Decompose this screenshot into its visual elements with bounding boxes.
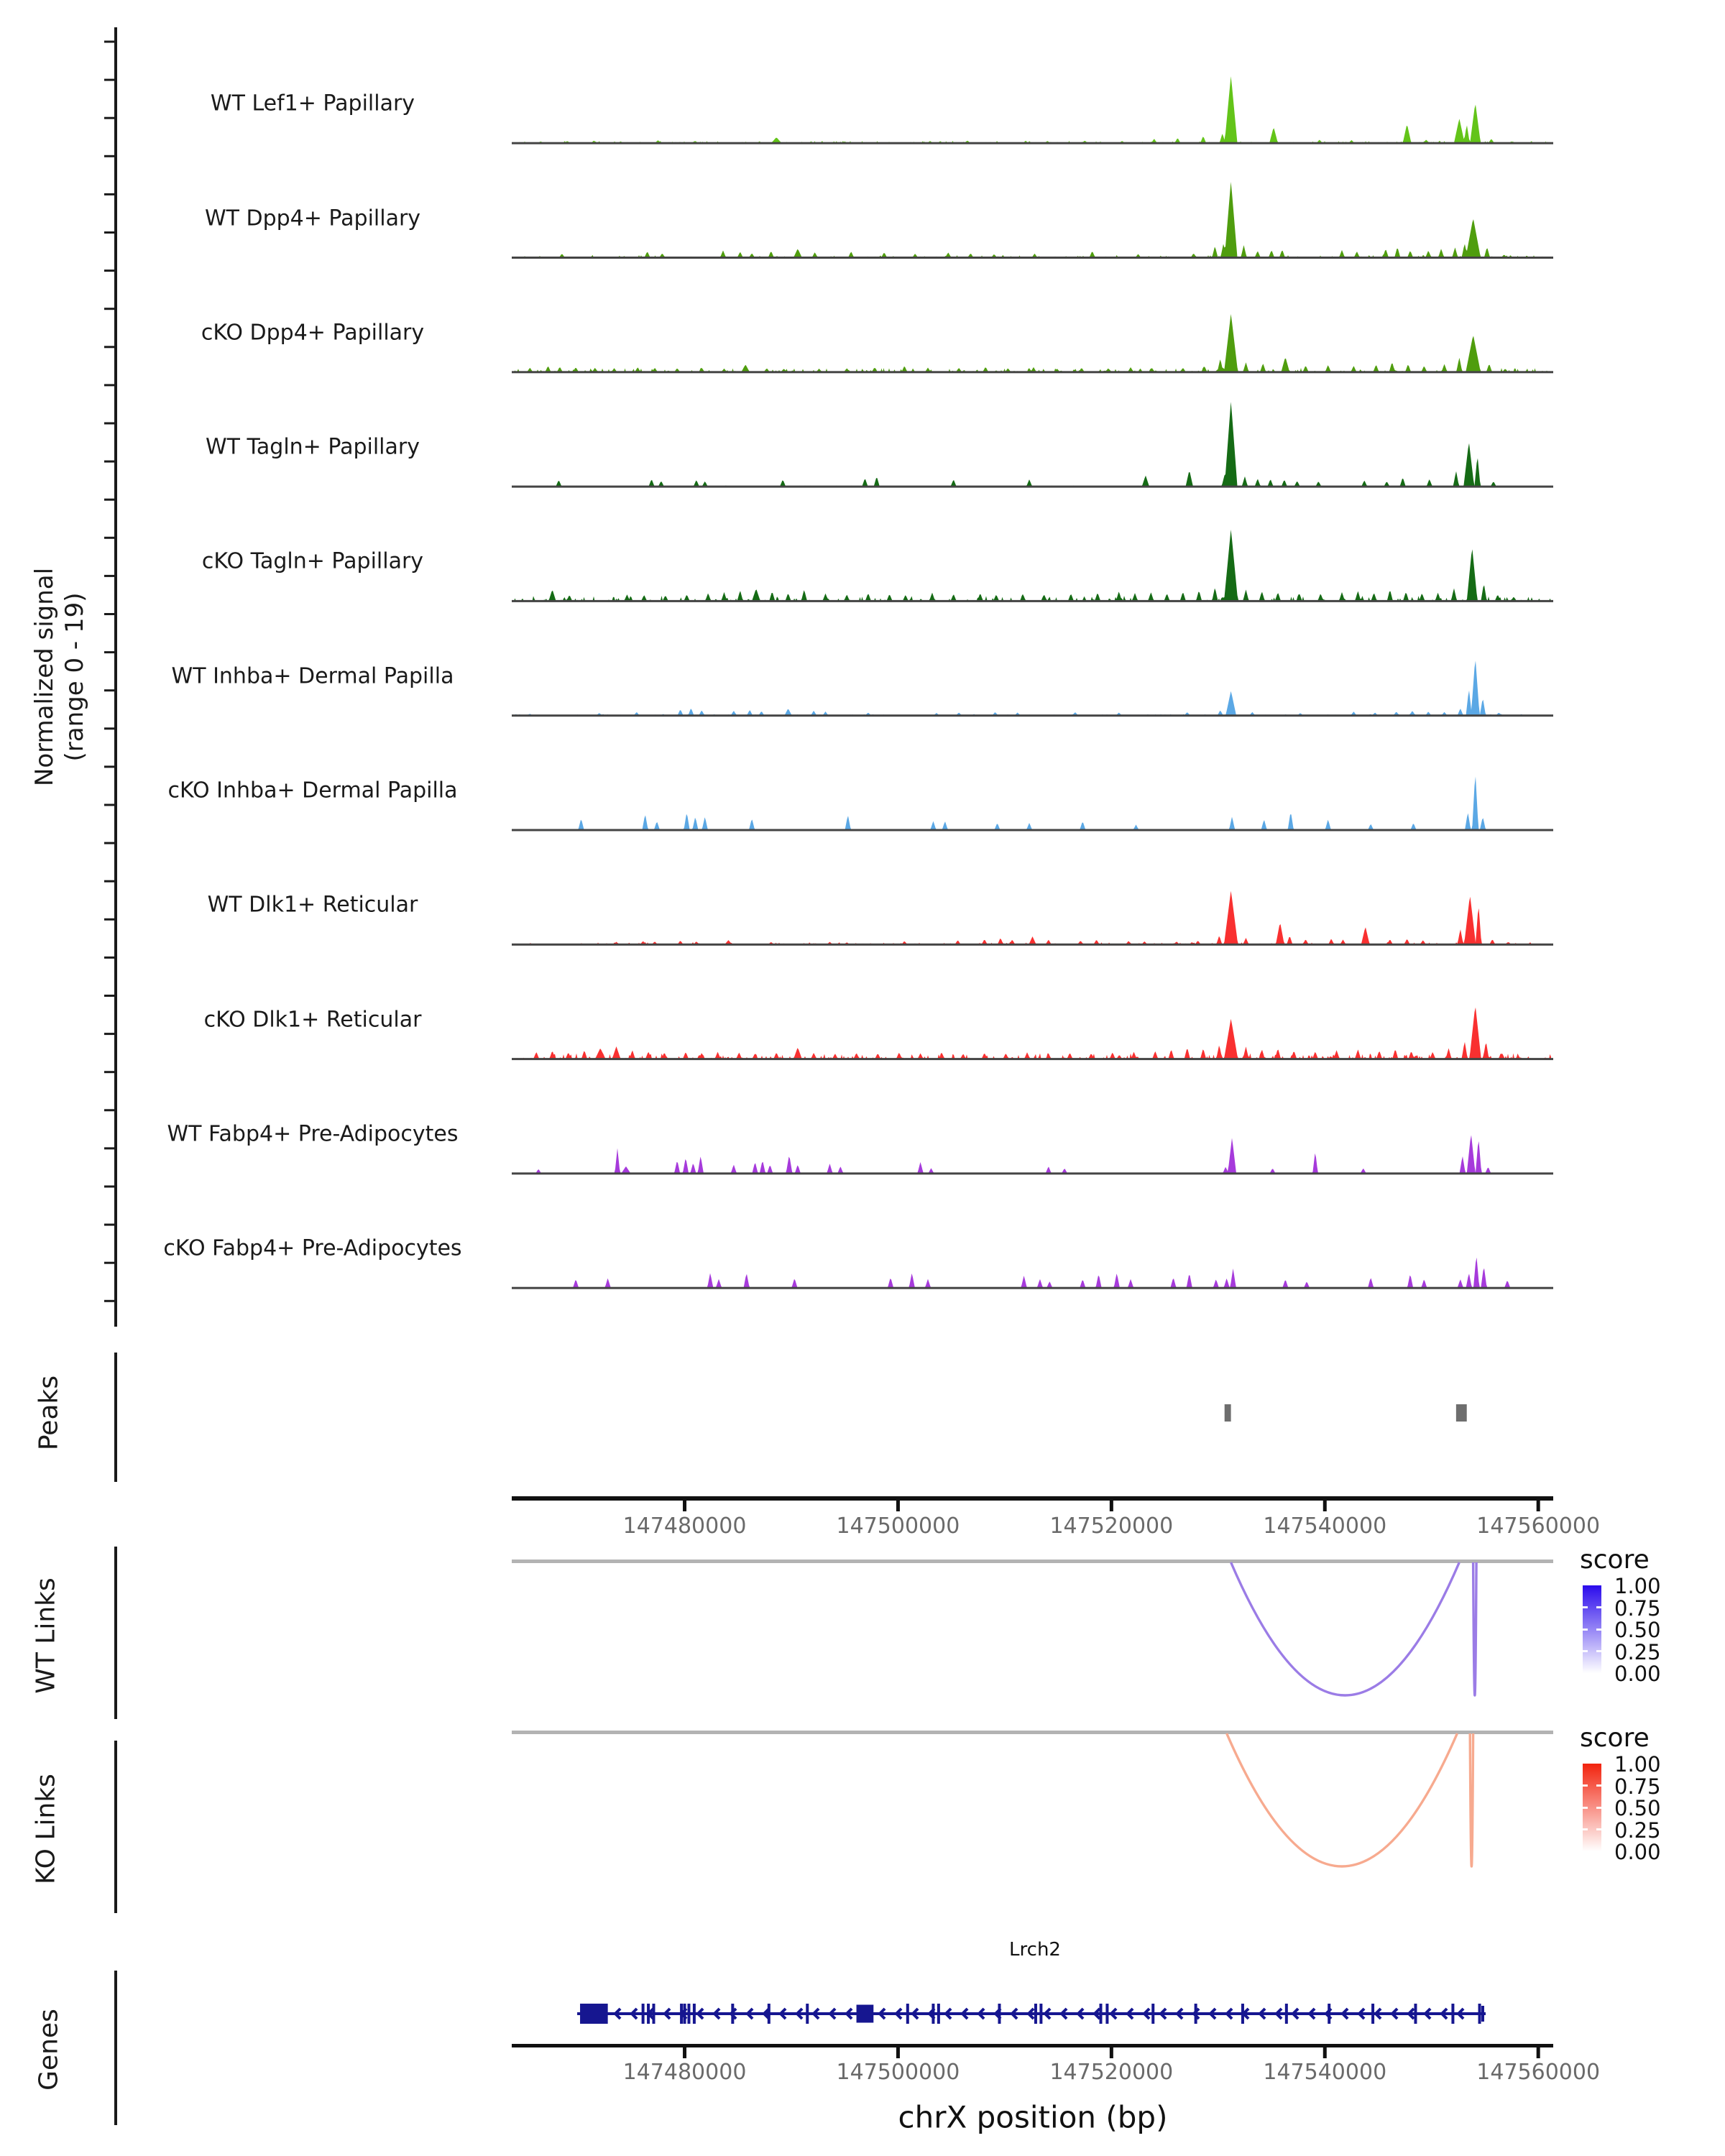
wt-link-baseline [512, 1560, 1553, 1563]
peaks-section-label: Peaks [34, 1375, 64, 1451]
track-label: cKO Inhba+ Dermal Papilla [167, 778, 458, 803]
signal-y-axis-tick [104, 1224, 114, 1226]
genomic-axis-tick [1537, 1501, 1540, 1511]
signal-y-axis-tick [104, 804, 114, 806]
gene-exon-tick [1478, 2004, 1481, 2024]
genomic-axis-tick [1323, 2047, 1327, 2058]
signal-y-axis-tick [104, 765, 114, 768]
genomic-axis-tick-label: 147560000 [1476, 1514, 1601, 1539]
gene-exon-tick [1105, 2004, 1108, 2024]
coverage-track-baseline [512, 944, 1553, 946]
genomic-axis-tick [896, 2047, 900, 2058]
coverage-track-area-5 [514, 530, 1551, 601]
signal-y-axis-tick [104, 1109, 114, 1111]
score-legend-tick-label: 0.00 [1614, 1662, 1661, 1686]
genomic-axis-tick-label: 147520000 [1049, 2060, 1174, 2085]
track-label: cKO Dlk1+ Reticular [203, 1007, 422, 1033]
colorbar-tick-dash [1596, 1628, 1601, 1631]
coverage-track-area-1 [514, 76, 1551, 143]
score-legend-tick-label: 1.00 [1614, 1574, 1661, 1598]
colorbar-tick-dash [1596, 1828, 1601, 1830]
coverage-track-baseline [512, 1287, 1553, 1289]
genomic-axis-tick-label: 147540000 [1263, 1514, 1387, 1539]
score-legend-tick-label: 0.00 [1614, 1840, 1661, 1864]
signal-y-axis-tick [104, 880, 114, 883]
gene-exon-tick [1039, 2004, 1042, 2024]
colorbar-tick-dash [1583, 1606, 1588, 1608]
gene-tall-exon [857, 2005, 874, 2023]
coverage-track-baseline [512, 714, 1553, 717]
coverage-track-baseline [512, 1058, 1553, 1060]
signal-y-axis-line [114, 27, 117, 1327]
signal-y-axis-tick [104, 384, 114, 386]
signal-y-axis-tick [104, 575, 114, 577]
genomic-axis-tick [1323, 1501, 1327, 1511]
gene-exon-tick [806, 2004, 809, 2024]
peak-interval-box [1225, 1404, 1231, 1422]
signal-y-axis-tick [104, 231, 114, 234]
signal-y-axis-tick [104, 1262, 114, 1264]
colorbar-tick-dash [1583, 1784, 1588, 1787]
gene-exon-tick [1034, 2004, 1037, 2024]
signal-y-axis-tick [104, 1300, 114, 1302]
peaks-bracket [114, 1353, 117, 1482]
ko-link-arc [1470, 1733, 1473, 1866]
coverage-track-area-8 [514, 891, 1551, 945]
genomic-axis-line [512, 2044, 1553, 2047]
gene-exon-tick [652, 2004, 655, 2024]
coverage-track-baseline [512, 829, 1553, 831]
colorbar-tick-dash [1583, 1628, 1588, 1631]
genomic-axis-tick-label: 147560000 [1476, 2060, 1601, 2085]
gene-exon-tick [932, 2004, 934, 2024]
signal-y-axis-tick [104, 613, 114, 615]
score-legend-tick-label: 0.50 [1614, 1796, 1661, 1820]
track-label: WT Tagln+ Papillary [206, 434, 420, 460]
signal-y-axis-tick [104, 308, 114, 310]
track-label: WT Dpp4+ Papillary [204, 206, 421, 231]
genomic-axis-tick [683, 1501, 686, 1511]
signal-y-axis-tick [104, 79, 114, 81]
signal-y-axis-tick [104, 842, 114, 844]
track-label: WT Lef1+ Papillary [210, 91, 415, 116]
gene-tall-exon [580, 2004, 608, 2024]
signal-y-axis-tick [104, 957, 114, 959]
signal-y-axis-tick [104, 1033, 114, 1035]
signal-y-axis-tick [104, 41, 114, 43]
signal-y-axis-tick [104, 1071, 114, 1073]
signal-y-axis-tick [104, 1147, 114, 1149]
coverage-track-baseline [512, 142, 1553, 144]
gene-exon-tick [906, 2004, 909, 2024]
signal-y-axis-tick [104, 689, 114, 691]
coverage-track-baseline [512, 486, 1553, 488]
gene-exon-tick [1151, 2004, 1154, 2024]
signal-y-axis-tick [104, 117, 114, 119]
coverage-track-baseline [512, 600, 1553, 602]
x-axis-title: chrX position (bp) [898, 2099, 1168, 2135]
signal-y-axis-tick [104, 346, 114, 348]
genomic-axis-line [512, 1496, 1553, 1501]
signal-y-axis-tick [104, 995, 114, 997]
gene-exon-tick [1100, 2004, 1103, 2024]
gene-exon-tick [1285, 2004, 1288, 2024]
wt-link-arc [1473, 1562, 1477, 1695]
coverage-track-area-4 [514, 402, 1551, 487]
coverage-track-area-2 [514, 182, 1551, 258]
track-label: cKO Dpp4+ Papillary [201, 320, 425, 346]
gene-exon-tick [684, 2004, 686, 2024]
colorbar-tick-dash [1596, 1807, 1601, 1809]
colorbar-tick-dash [1583, 1650, 1588, 1652]
genomic-axis-tick [1537, 2047, 1540, 2058]
signal-y-axis-tick [104, 1186, 114, 1188]
colorbar-tick-dash [1596, 1650, 1601, 1652]
coverage-track-baseline [512, 371, 1553, 373]
wt-link-arc [1231, 1562, 1460, 1695]
gene-exon-tick [1451, 2004, 1454, 2024]
genes-bracket [114, 1971, 117, 2125]
wt-links-section-label: WT Links [31, 1577, 61, 1694]
genomic-axis-tick [1110, 1501, 1113, 1511]
score-legend-tick-label: 1.00 [1614, 1752, 1661, 1777]
colorbar-tick-dash [1583, 1828, 1588, 1830]
signal-y-axis-tick [104, 918, 114, 921]
gene-exon-tick [768, 2004, 770, 2024]
signal-y-axis-tick [104, 155, 114, 157]
signal-y-axis-tick [104, 461, 114, 463]
coverage-track-baseline [512, 1172, 1553, 1174]
genomic-axis-tick-label: 147480000 [622, 2060, 747, 2085]
score-legend-tick-label: 0.25 [1614, 1818, 1661, 1843]
signal-y-axis-tick [104, 727, 114, 729]
track-label: WT Dlk1+ Reticular [207, 892, 418, 918]
genomic-axis-tick [1110, 2047, 1113, 2058]
gene-exon-tick [693, 2004, 696, 2024]
gene-exon-tick [1414, 2004, 1417, 2024]
coverage-track-area-3 [514, 314, 1551, 372]
gene-exon-tick [937, 2004, 940, 2024]
signal-y-axis-tick [104, 423, 114, 425]
ko-score-legend-title: score [1580, 1723, 1650, 1753]
score-legend-tick-label: 0.25 [1614, 1639, 1661, 1664]
signal-y-axis-tick [104, 537, 114, 539]
wt-links-bracket [114, 1547, 117, 1719]
ko-links-section-label: KO Links [31, 1774, 61, 1884]
y-axis-label-line2: (range 0 - 19) [60, 592, 89, 762]
wt-score-legend-title: score [1580, 1545, 1650, 1575]
coverage-track-baseline [512, 257, 1553, 259]
genomic-axis-tick-label: 147500000 [836, 2060, 960, 2085]
ko-links-bracket [114, 1741, 117, 1913]
coverage-track-area-10 [514, 1135, 1551, 1174]
peak-interval-box [1456, 1404, 1467, 1422]
gene-exon-tick [687, 2004, 690, 2024]
track-label: cKO Fabp4+ Pre-Adipocytes [163, 1235, 462, 1261]
ko-link-baseline [512, 1731, 1553, 1734]
ko-link-arc [1227, 1733, 1458, 1866]
gene-exon-tick [998, 2004, 1000, 2024]
colorbar-tick-dash [1596, 1606, 1601, 1608]
score-legend-tick-label: 0.75 [1614, 1595, 1661, 1621]
y-axis-label-line1: Normalized signal [30, 567, 59, 787]
genomic-axis-tick [683, 2047, 686, 2058]
gene-exon-tick [642, 2004, 645, 2024]
signal-y-axis-tick [104, 499, 114, 501]
genomic-axis-tick [896, 1501, 900, 1511]
coverage-track-area-7 [514, 777, 1551, 831]
genes-section-label: Genes [34, 2009, 64, 2091]
track-label: WT Inhba+ Dermal Papilla [171, 663, 454, 689]
signal-y-axis-tick [104, 270, 114, 272]
colorbar-tick-dash [1596, 1784, 1601, 1787]
genomic-axis-tick-label: 147540000 [1263, 2060, 1387, 2085]
genomic-axis-tick-label: 147500000 [836, 1514, 960, 1539]
signal-y-axis-tick [104, 651, 114, 653]
signal-y-axis-tick [104, 193, 114, 195]
coverage-track-area-9 [514, 1008, 1551, 1059]
gene-end-cap [1481, 2006, 1484, 2022]
coverage-track-area-11 [514, 1258, 1551, 1289]
coverage-track-area-6 [514, 660, 1551, 715]
score-legend-tick-label: 0.50 [1614, 1618, 1661, 1642]
score-legend-tick-label: 0.75 [1614, 1774, 1661, 1799]
track-label: cKO Tagln+ Papillary [201, 548, 424, 574]
gene-name-label: Lrch2 [1009, 1939, 1061, 1961]
track-label: WT Fabp4+ Pre-Adipocytes [167, 1121, 459, 1147]
colorbar-tick-dash [1583, 1807, 1588, 1809]
genomic-axis-tick-label: 147480000 [622, 1514, 747, 1539]
genomic-axis-tick-label: 147520000 [1049, 1514, 1174, 1539]
